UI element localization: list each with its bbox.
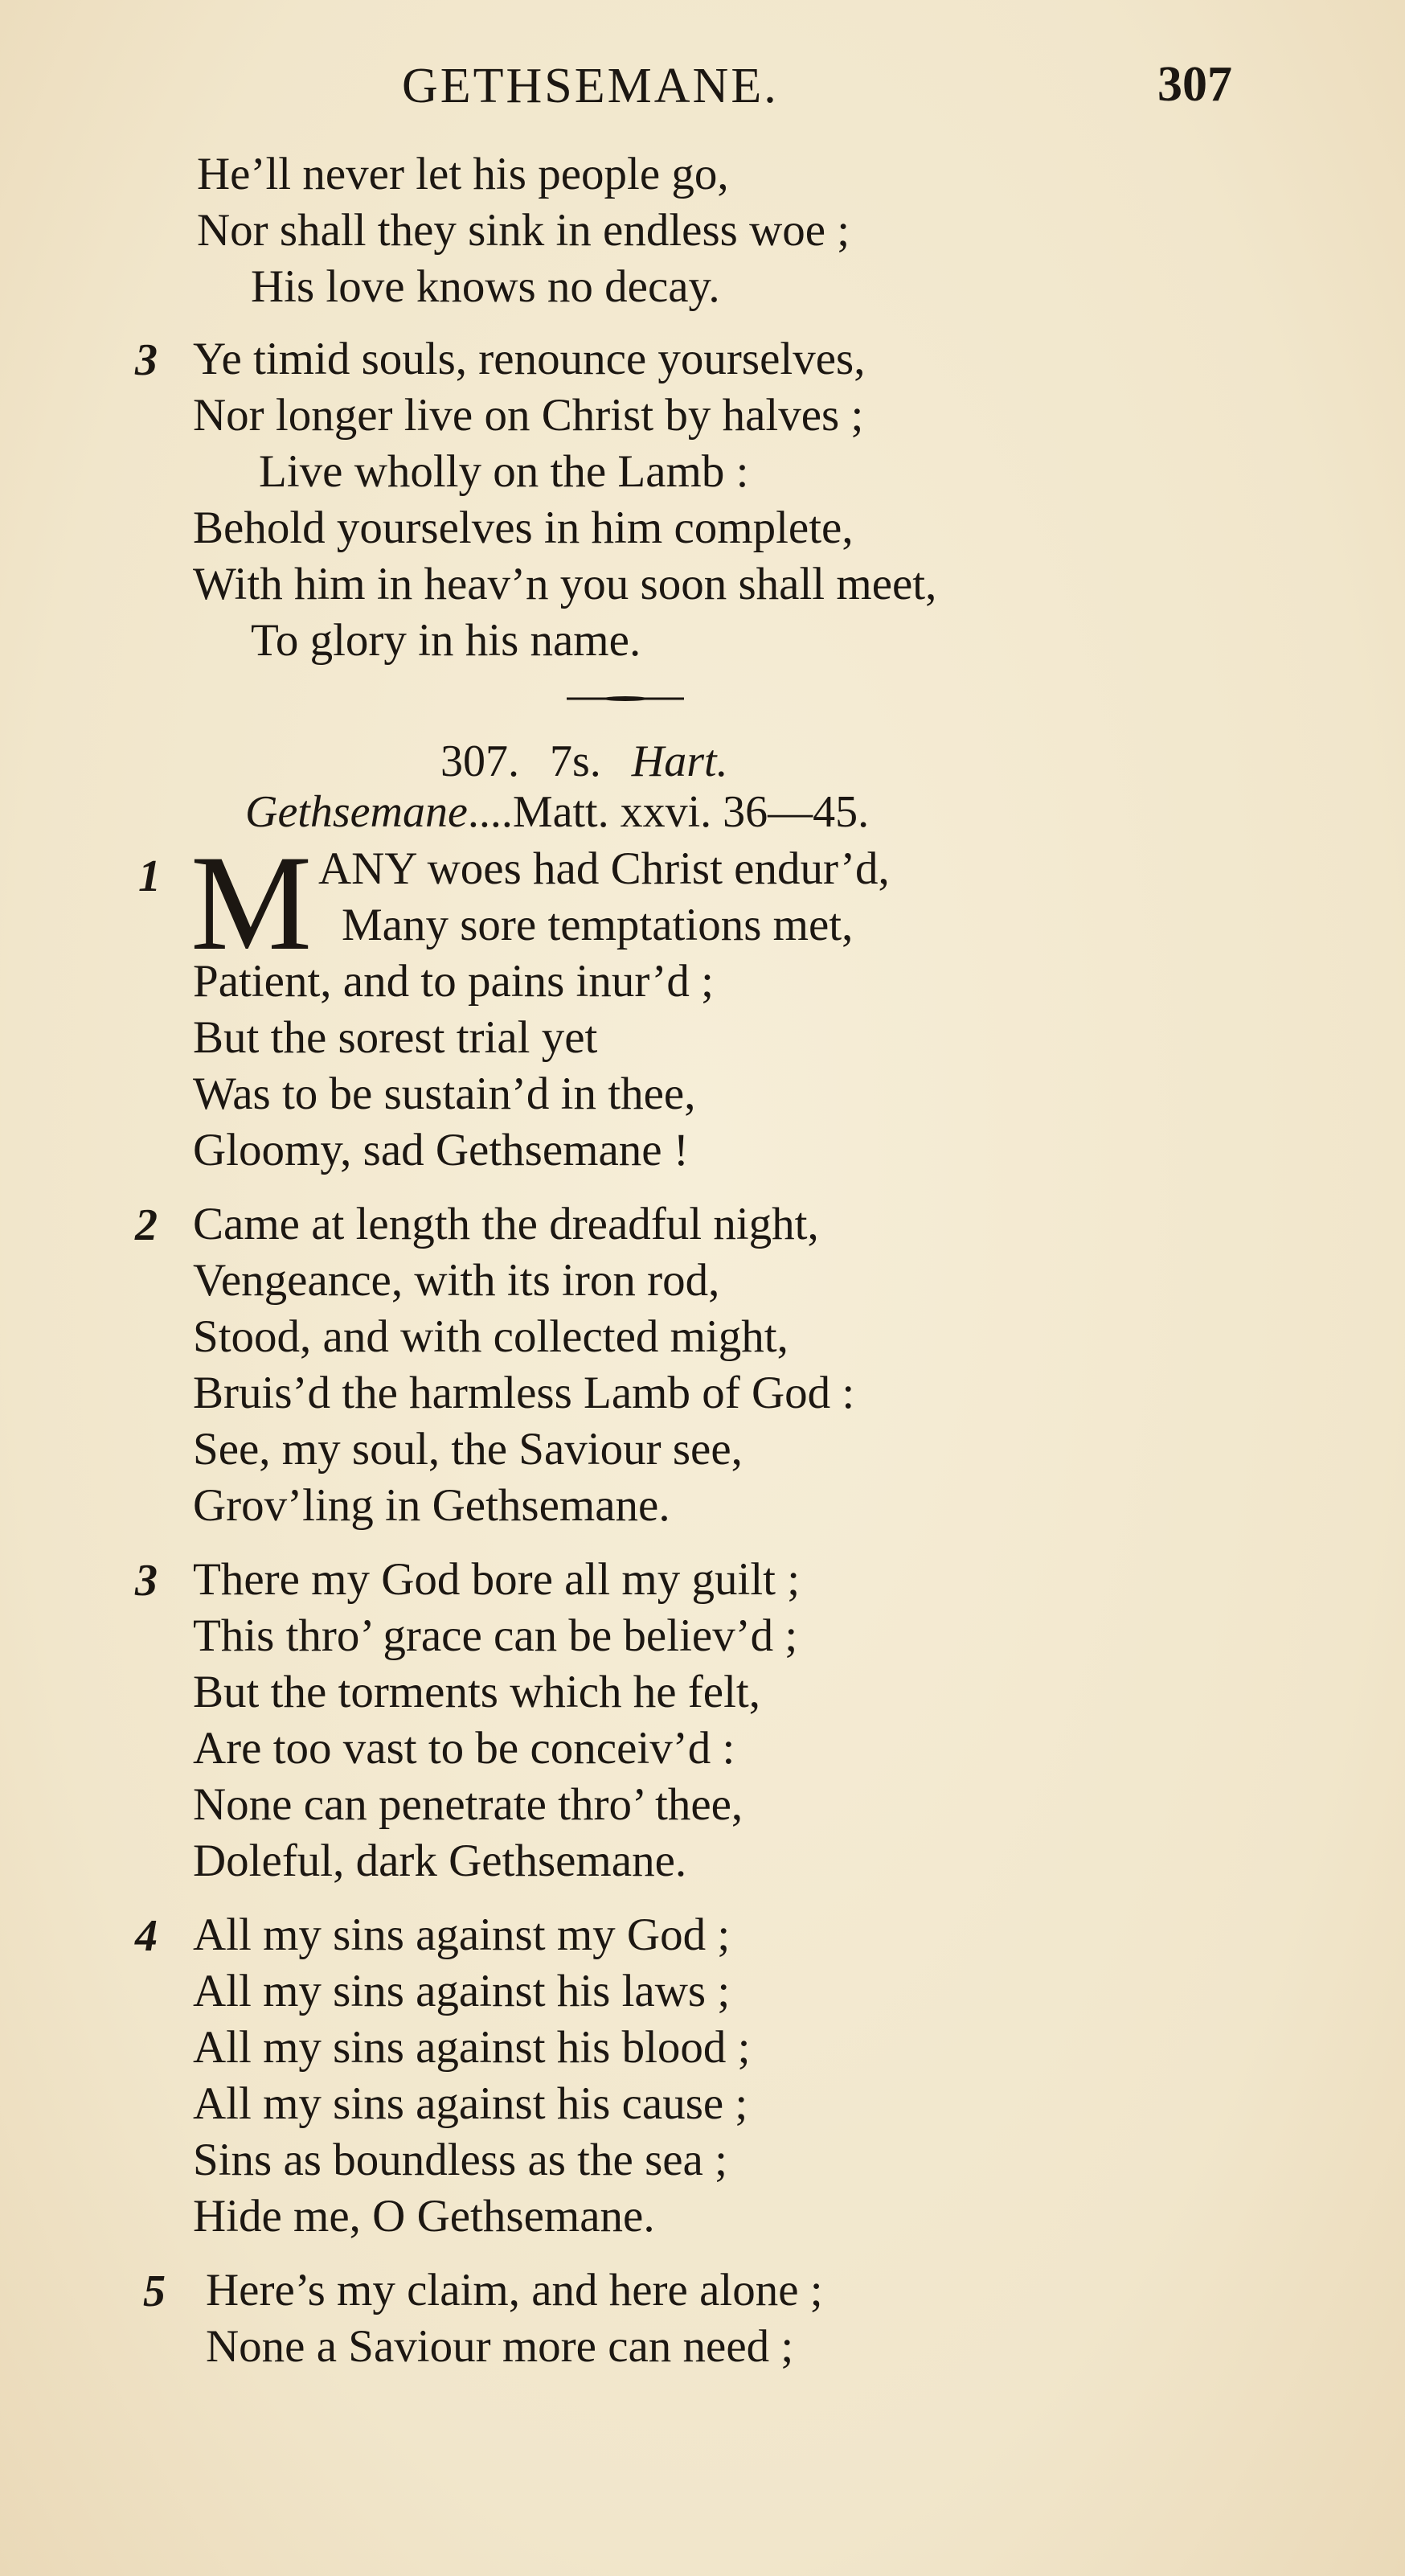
verse-line: Sins as boundless as the sea ; [193,2135,727,2185]
verse-line: Came at length the dreadful night, [193,1199,819,1249]
verse-line: He’ll never let his people go, [197,149,729,199]
stanza-number: 3 [135,1556,158,1606]
verse-line: None can penetrate thro’ thee, [193,1779,743,1830]
verse-line: All my sins against his cause ; [193,2078,748,2129]
verse-line: Was to be sustain’d in thee, [193,1069,696,1119]
running-header-title: GETHSEMANE. [402,59,779,113]
stanza-number: 1 [138,851,161,901]
stanza-number: 4 [135,1911,158,1961]
verse-line: This thro’ grace can be believ’d ; [193,1610,798,1661]
verse-line: Grov’ling in Gethsemane. [193,1480,670,1531]
stanza-number: 2 [135,1200,158,1250]
page-number: 307 [1157,57,1232,112]
hymn-scripture: ....Matt. xxvi. 36—45. [467,787,870,837]
verse-line: His love knows no decay. [251,261,720,312]
hymn-meter: 7s. [550,736,601,786]
verse-line: Doleful, dark Gethsemane. [193,1836,687,1886]
hymn-heading [440,736,728,787]
verse-line: With him in heav’n you soon shall meet, [193,559,937,609]
verse-line: Vengeance, with its iron rod, [193,1255,720,1306]
verse-line: Nor shall they sink in endless woe ; [197,205,850,256]
verse-line: But the sorest trial yet [193,1012,598,1063]
verse-line: Ye timid souls, renounce yourselves, [193,334,866,384]
hymn-tune: Gethsemane [245,787,468,837]
verse-line: None a Saviour more can need ; [206,2321,794,2372]
verse-line: Bruis’d the harmless Lamb of God : [193,1368,855,1418]
verse-line: Nor longer live on Christ by halves ; [193,390,864,441]
verse-line: See, my soul, the Saviour see, [193,1424,743,1475]
drop-cap: M [190,827,313,978]
section-divider [567,696,684,701]
verse-line: Live wholly on the Lamb : [259,446,749,497]
verse-line: All my sins against his blood ; [193,2022,751,2073]
verse-line: All my sins against his laws ; [193,1966,731,2016]
hymn-number: 307. [440,736,519,786]
verse-line: Hide me, O Gethsemane. [193,2191,655,2242]
stanza-number: 5 [143,2266,166,2316]
verse-line: There my God bore all my guilt ; [193,1554,801,1605]
verse-line: Are too vast to be conceiv’d : [193,1723,735,1774]
verse-line: ANY woes had Christ endur’d, [318,843,890,894]
verse-line: Patient, and to pains inur’d ; [193,956,715,1007]
verse-line: Gloomy, sad Gethsemane ! [193,1125,689,1175]
verse-line: All my sins against my God ; [193,1909,731,1960]
hymn-author: Hart. [631,736,728,786]
verse-line: Here’s my claim, and here alone ; [206,2265,823,2316]
hymn-subheading [245,786,869,838]
verse-line: Stood, and with collected might, [193,1311,789,1362]
verse-line: Many sore temptations met, [342,900,854,950]
verse-line: Behold yourselves in him complete, [193,502,854,553]
stanza-number: 3 [135,335,158,385]
verse-line: But the torments which he felt, [193,1667,761,1717]
verse-line: To glory in his name. [251,615,641,666]
